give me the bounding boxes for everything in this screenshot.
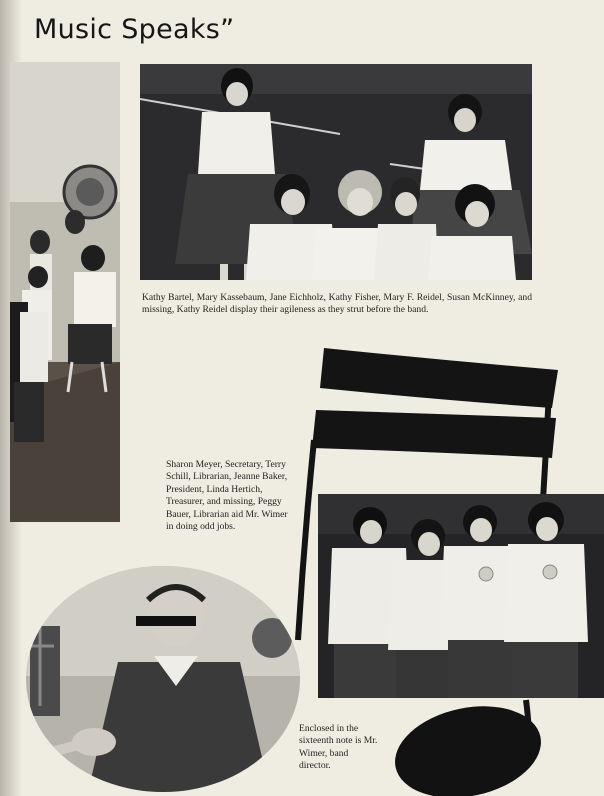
- officers-photo: [318, 494, 604, 698]
- director-caption: Enclosed in the sixteenth note is Mr. Wimer, band director.: [299, 723, 378, 772]
- majorettes-caption: Kathy Bartel, Mary Kassebaum, Jane Eichholz, Kathy Fisher, Mary F. Reidel, Susan McKinney, and missing, Kathy Reidel display their agileness as they strut before the band.: [142, 292, 532, 316]
- officers-caption: Sharon Meyer, Secretary, Terry Schill, Librarian, Jeanne Baker, President, Linda Hertich, Treasurer, and missing, Peggy Bauer, Librarian aid Mr. Wimer in doing odd jobs.: [166, 459, 288, 533]
- director-photo: [26, 566, 300, 792]
- majorettes-photo: [140, 64, 532, 280]
- band-photo: [10, 62, 120, 522]
- page-title: Music Speaks”: [34, 14, 235, 45]
